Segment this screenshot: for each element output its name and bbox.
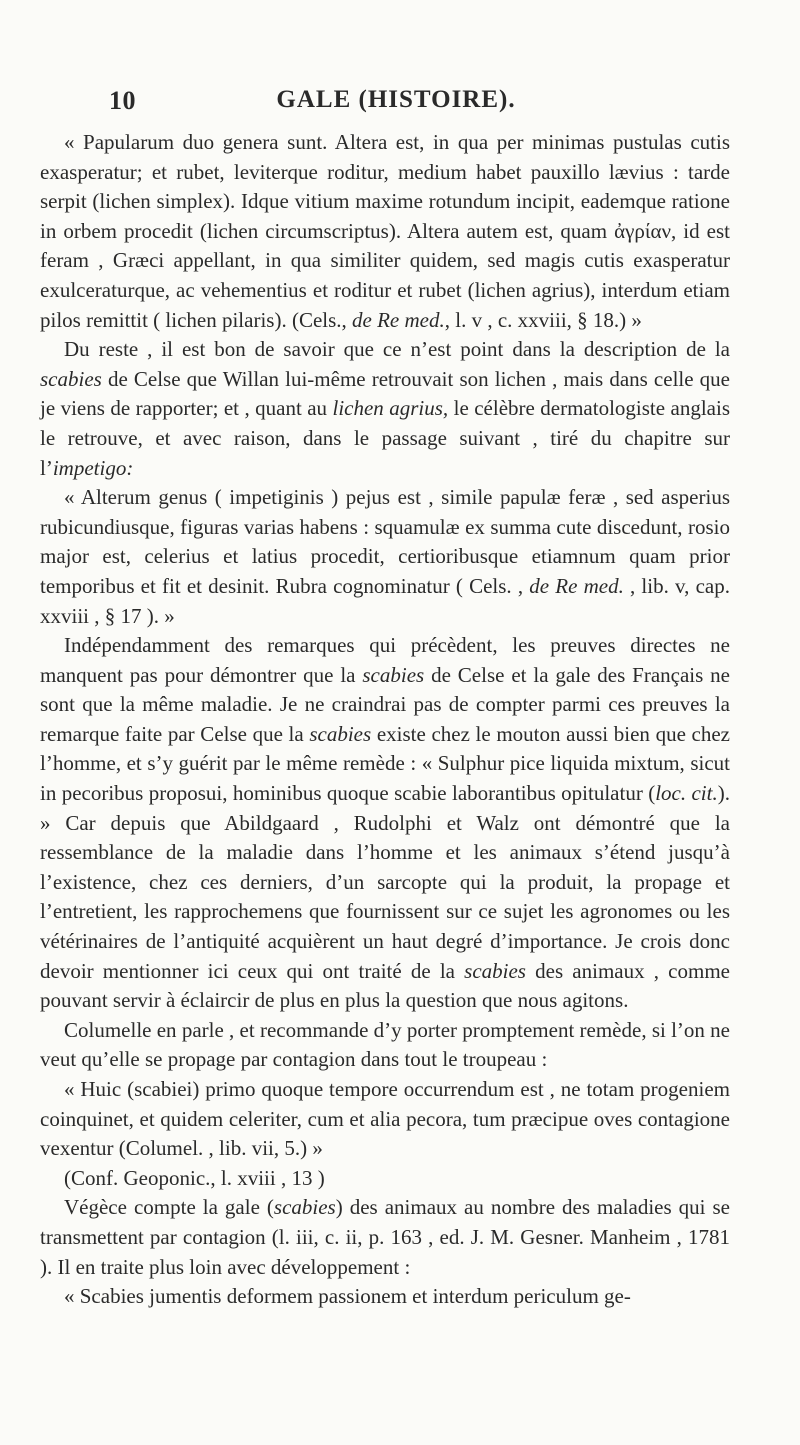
italic-text: scabies (362, 662, 425, 687)
text-run: , lib. v, cap. xxviii , § 17 ). » (40, 573, 730, 628)
text-run: Végèce compte la gale ( (64, 1195, 274, 1220)
italic-text: de Re med. (529, 573, 624, 598)
text-run: ). » Car depuis que Abildgaard , Rudolphi et Walz ont démontré que la ressemblance de la maladie dans l’homme et les animaux s’étend jusqu’à l’existence, chez ces derniers, d’un sarcopte qui la produit, la propage et l’entretient, les rapprochemens que fournissent sur ce sujet les agronomes ou les vétérinaires de l’antiquité acquièrent un haut degré d’importance. Je crois donc devoir mentionner ici ceux qui ont traité de la (40, 781, 730, 983)
italic-text: impetigo: (52, 455, 134, 480)
italic-text: loc. cit. (655, 781, 718, 806)
italic-text: scabies (273, 1195, 336, 1220)
text-run: de Celse que Willan lui-même retrouvait son lichen , mais dans celle que je viens de rapporter; et , quant au (40, 366, 730, 421)
text-run: Indépendamment des remarques qui précèdent, les preuves directes ne manquent pas pour démontrer que la (40, 633, 730, 687)
paragraph (40, 1193, 730, 1282)
body-text (40, 128, 730, 1312)
page-number: 10 (109, 86, 136, 115)
paragraph (40, 1164, 730, 1194)
italic-text: lichen agrius, (332, 396, 449, 421)
text-run: « Alterum genus ( impetiginis ) pejus est , simile papulæ feræ , sed asperius rubicundiusque, figuras varias habens : squamulæ ex summa cute discedunt, rosio major est, celerius et latius procedit, certioribusque etiamnum quam prior temporibus et fit et desinit. Rubra cognominatur ( Cels. , (40, 485, 730, 598)
running-head: GALE (HISTOIRE). (276, 86, 516, 113)
text-run: des animaux , comme pouvant servir à éclaircir de plus en plus la question que nous agitons. (40, 958, 730, 1013)
italic-text: scabies (464, 958, 526, 983)
paragraph (40, 1016, 730, 1075)
text-run: (Conf. Geoponic., l. xviii , 13 ) (64, 1165, 325, 1190)
paragraph (40, 1075, 730, 1164)
text-run: Du reste , il est bon de savoir que ce n’est point dans la description de la (64, 337, 730, 362)
text-run: , l. v , c. xxviii, § 18.) » (444, 307, 642, 332)
italic-text: scabies (40, 366, 102, 391)
italic-text: scabies (309, 721, 372, 746)
text-run: de Celse et la gale des Français ne sont que la même maladie. Je ne craindrai pas de compter parmi ces preuves la remarque faite par Celse que la (40, 662, 730, 746)
italic-text: de Re med. (352, 307, 445, 332)
paragraph (40, 128, 730, 335)
text-run: « Papularum duo genera sunt. Altera est, in qua per minimas pustulas cutis exasperatur; et rubet, leviterque roditur, medium habet pauxillo lævius : tarde serpit (lichen simplex). Idque vitium maxime rotundum incipit, eademque ratione in orbem procedit (lichen circumscriptus). Altera autem est, quam ἀγρίαν, id est feram , Græci appellant, in qua similiter quidem, sed magis cutis exasperatur exulceraturque, ac vehementius et roditur et rubet (lichen agrius), interdum etiam pilos remittit ( lichen pilaris). (Cels., (40, 130, 730, 332)
paragraph (40, 631, 730, 1016)
text-run: le célèbre dermatologiste anglais le retrouve, et avec raison, dans le passage suivant , tiré du chapitre sur l’ (40, 396, 730, 480)
text-run: ) des animaux au nombre des maladies qui se transmettent par contagion (l. iii, c. ii, p. 163 , ed. J. M. Gesner. Manheim , 1781 ). Il en traite plus loin avec développement : (40, 1195, 730, 1279)
paragraph (40, 483, 730, 631)
paragraph (40, 1282, 730, 1312)
text-run: Columelle en parle , et recommande d’y porter promptement remède, si l’on ne veut qu’elle se propage par contagion dans tout le troupeau : (40, 1017, 730, 1072)
text-run: « Scabies jumentis deformem passionem et interdum periculum ge- (64, 1284, 631, 1309)
text-run: « Huic (scabiei) primo quoque tempore occurrendum est , ne totam progeniem coinquinet, et quidem celeriter, cum et alia pecora, tum præcipue oves contagione vexentur (Columel. , lib. vii, 5.) » (40, 1077, 730, 1161)
text-run: existe chez le mouton aussi bien que chez l’homme, et s’y guérit par le même remède : « Sulphur pice liquida mixtum, sicut in pecoribus proposui, hominibus quoque scabie laborantibus opitulatur ( (40, 721, 730, 806)
paragraph (40, 335, 730, 483)
